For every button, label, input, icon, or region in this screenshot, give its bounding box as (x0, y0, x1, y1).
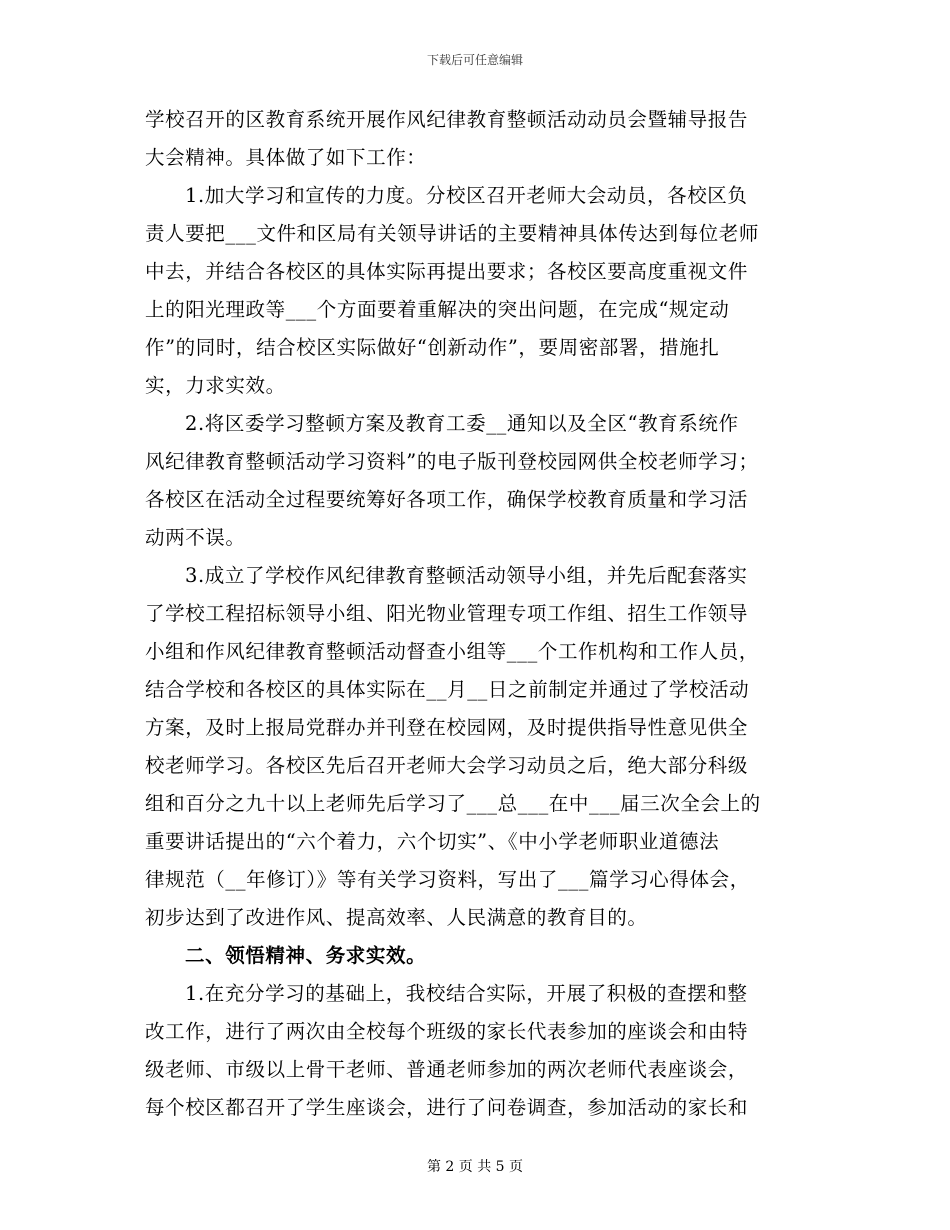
body-line: 上的阳光理政等___个方面要着重解决的突出问题，在完成“规定动 (145, 298, 730, 321)
body-line: 方案，及时上报局党群办并刊登在校园网，及时提供指导性意见供全 (145, 716, 749, 739)
body-line: 作”的同时，结合校区实际做好“创新动作”，要周密部署，措施扎 (145, 336, 720, 359)
body-line: 改工作，进行了两次由全校每个班级的家长代表参加的座谈会和由特 (145, 1020, 749, 1043)
section-heading: 二、领悟精神、务求实效。 (185, 944, 427, 967)
body-line: 小组和作风纪律教育整顿活动督查小组等___个工作机构和工作人员， (145, 640, 759, 663)
body-line: 重要讲话提出的“六个着力，六个切实”、《中小学老师职业道德法 (145, 830, 720, 853)
paragraph-start-line: 3.成立了学校作风纪律教育整顿活动领导小组，并先后配套落实 (185, 564, 748, 587)
body-line: 实，力求实效。 (145, 374, 286, 397)
body-line: 中去，并结合各校区的具体实际再提出要求；各校区要高度重视文件 (145, 260, 749, 283)
document-body (145, 101, 805, 1127)
body-line: 级老师、市级以上骨干老师、普通老师参加的两次老师代表座谈会， (145, 1058, 749, 1081)
body-line: 律规范（__年修订）》等有关学习资料，写出了___篇学习心得体会， (145, 868, 750, 891)
body-line: 大会精神。具体做了如下工作： (145, 146, 427, 169)
paragraph-start-line: 1.在充分学习的基础上，我校结合实际，开展了积极的查摆和整 (185, 982, 748, 1005)
body-line: 动两不误。 (145, 526, 246, 549)
body-line: 了学校工程招标领导小组、阳光物业管理专项工作组、招生工作领导 (145, 602, 749, 625)
body-line: 初步达到了改进作风、提高效率、人民满意的教育目的。 (145, 906, 648, 929)
page-header-note: 下载后可任意编辑 (426, 53, 523, 67)
paragraph-start-line: 1.加大学习和宣传的力度。分校区召开老师大会动员，各校区负 (185, 184, 748, 207)
body-line: 每个校区都召开了学生座谈会，进行了问卷调查，参加活动的家长和 (145, 1096, 749, 1119)
body-line: 学校召开的区教育系统开展作风纪律教育整顿活动动员会暨辅导报告 (145, 108, 749, 131)
body-line: 各校区在活动全过程要统筹好各项工作，确保学校教育质量和学习活 (145, 488, 749, 511)
body-line: 结合学校和各校区的具体实际在__月__日之前制定并通过了学校活动 (145, 678, 750, 701)
page-number-footer: 第 2 页 共 5 页 (426, 1159, 524, 1175)
body-line: 校老师学习。各校区先后召开老师大会学习动员之后，绝大部分科级 (145, 754, 749, 777)
body-line: 风纪律教育整顿活动学习资料”的电子版刊登校园网供全校老师学习； (145, 450, 759, 473)
body-line: 组和百分之九十以上老师先后学习了___总___在中___届三次全会上的 (145, 792, 761, 815)
body-line: 责人要把___文件和区局有关领导讲话的主要精神具体传达到每位老师 (145, 222, 759, 245)
paragraph-start-line: 2.将区委学习整顿方案及教育工委__通知以及全区“教育系统作 (185, 412, 739, 435)
